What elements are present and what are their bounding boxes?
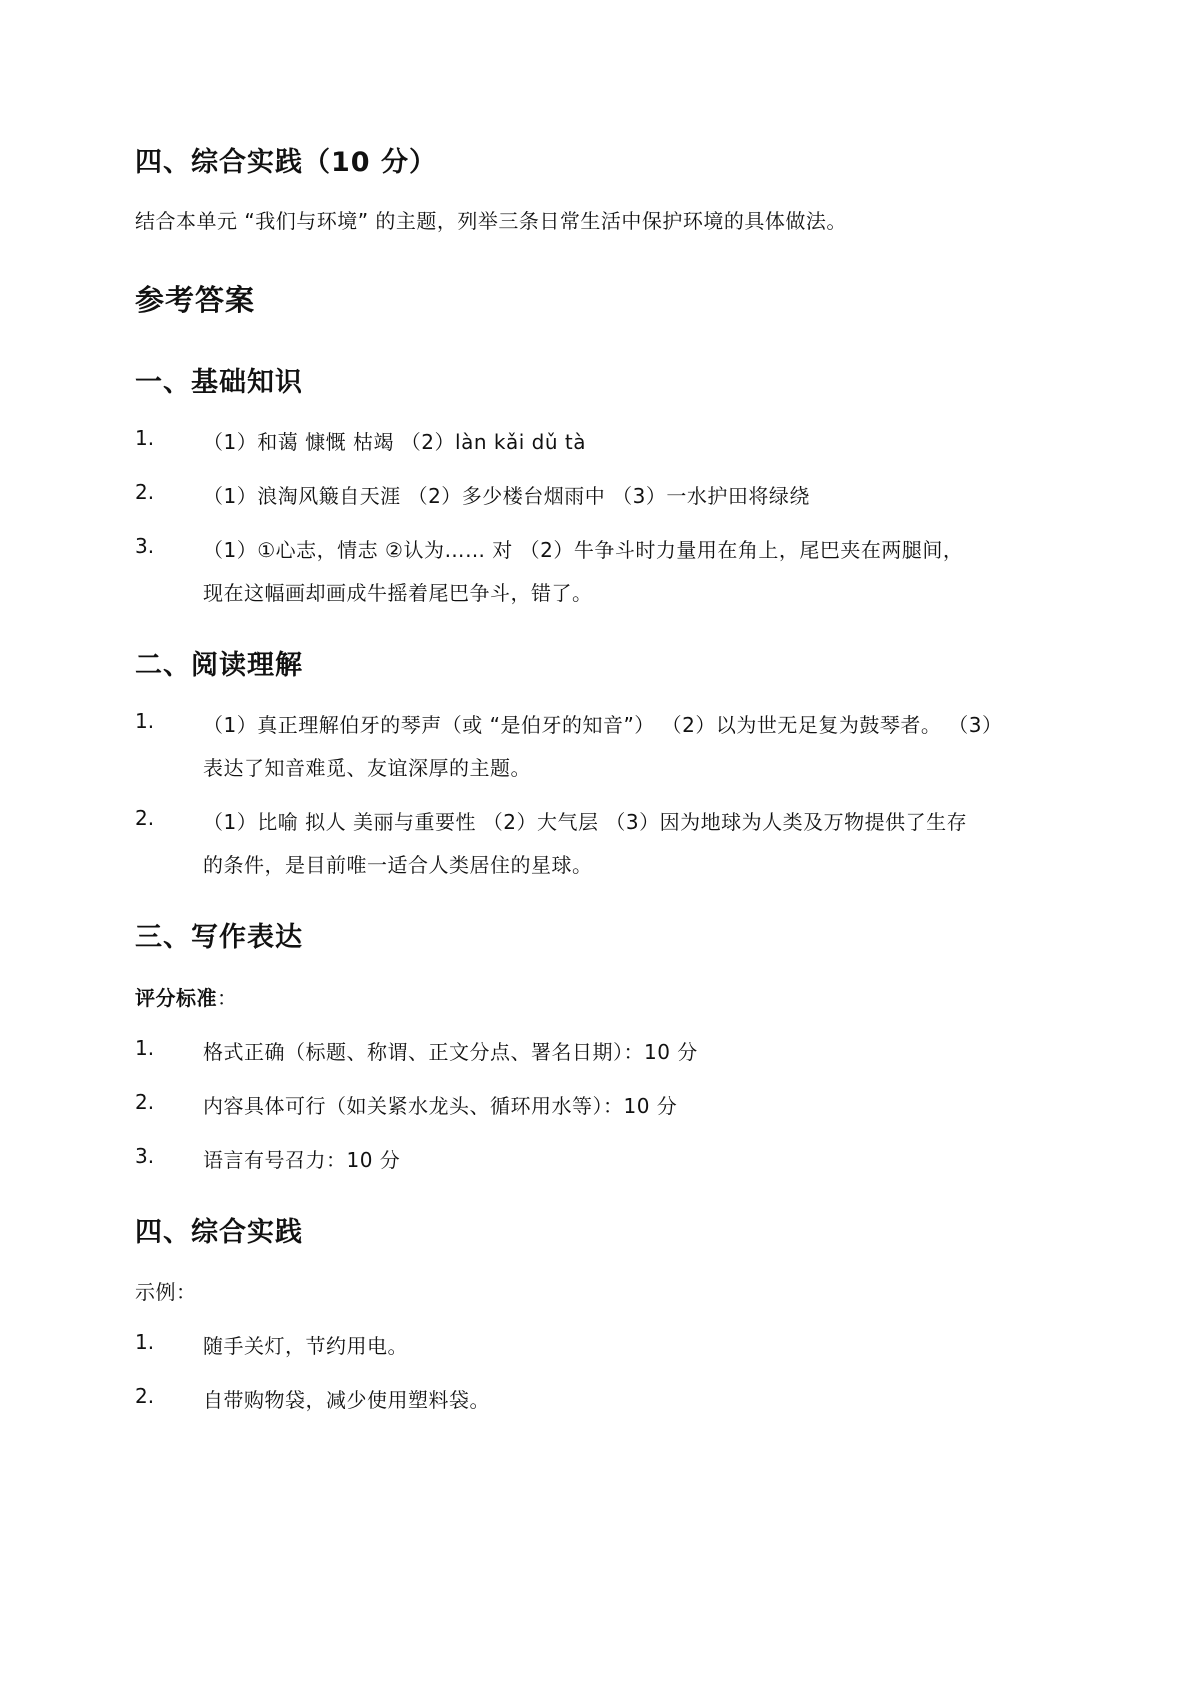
list-item-text: （1）和蔼 慷慨 枯竭 （2）làn kǎi dǔ tà	[203, 430, 586, 454]
answers-title: 参考答案	[135, 283, 256, 317]
list-item-text-continued: 表达了知音难觅、友谊深厚的主题。	[203, 756, 531, 780]
section-heading-practice-question: 四、综合实践（10 分）	[135, 147, 437, 178]
section-heading-reading: 二、阅读理解	[135, 650, 303, 681]
example-label: 示例：	[135, 1280, 197, 1304]
list-item-number: 2.	[135, 806, 155, 830]
list-item-text: 内容具体可行（如关紧水龙头、循环用水等）：10 分	[203, 1094, 678, 1118]
list-item-number: 2.	[135, 1384, 155, 1408]
practice-question-prompt: 结合本单元 “我们与环境” 的主题，列举三条日常生活中保护环境的具体做法。	[135, 209, 847, 233]
list-item-text: 格式正确（标题、称谓、正文分点、署名日期）：10 分	[203, 1040, 698, 1064]
list-item-text: 语言有号召力：10 分	[203, 1148, 401, 1172]
list-item-text: 随手关灯，节约用电。	[203, 1334, 408, 1358]
list-item-text-continued: 的条件，是目前唯一适合人类居住的星球。	[203, 853, 593, 877]
section-heading-basic-knowledge: 一、基础知识	[135, 367, 303, 398]
list-item-number: 3.	[135, 534, 155, 558]
list-item-number: 1.	[135, 426, 155, 450]
section-heading-practice-answer: 四、综合实践	[135, 1217, 303, 1248]
criteria-label-line	[135, 982, 238, 1011]
list-item-text: 自带购物袋，减少使用塑料袋。	[203, 1388, 490, 1412]
list-item-text-continued: 现在这幅画却画成牛摇着尾巴争斗，错了。	[203, 581, 593, 605]
list-item-number: 1.	[135, 1330, 155, 1354]
list-item-number: 1.	[135, 709, 155, 733]
criteria-label: 评分标准	[135, 986, 217, 1010]
list-item-number: 2.	[135, 480, 155, 504]
criteria-colon: ：	[217, 986, 238, 1010]
section-heading-writing: 三、写作表达	[135, 922, 303, 953]
list-item-text: （1）浪淘风簸自天涯 （2）多少楼台烟雨中 （3）一水护田将绿绕	[203, 484, 810, 508]
list-item-number: 3.	[135, 1144, 155, 1168]
list-item-text: （1）①心志，情志 ②认为…… 对 （2）牛争斗时力量用在角上，尾巴夹在两腿间，	[203, 538, 964, 562]
list-item-text: （1）真正理解伯牙的琴声（或 “是伯牙的知音”） （2）以为世无足复为鼓琴者。 （3）	[203, 713, 1003, 737]
list-item-number: 1.	[135, 1036, 155, 1060]
list-item-text: （1）比喻 拟人 美丽与重要性 （2）大气层 （3）因为地球为人类及万物提供了生存	[203, 810, 968, 834]
list-item-number: 2.	[135, 1090, 155, 1114]
